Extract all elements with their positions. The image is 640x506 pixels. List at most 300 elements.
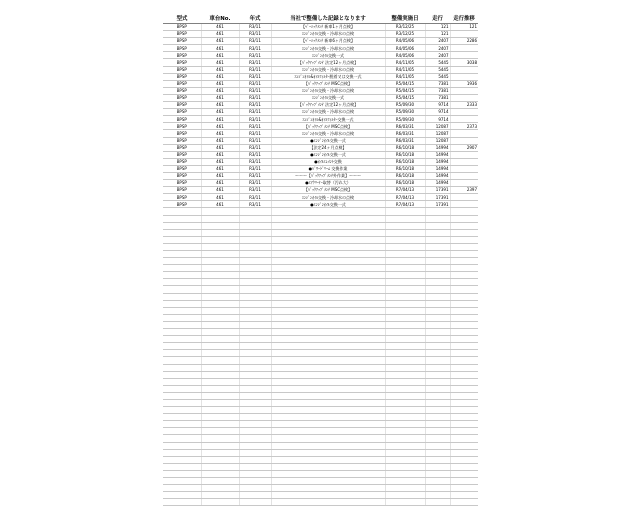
table-row <box>163 31 478 38</box>
empty-cell <box>271 456 385 463</box>
empty-cell <box>425 215 450 222</box>
empty-cell <box>239 329 271 336</box>
cell-model-year: R3/11 <box>239 137 271 144</box>
empty-cell <box>163 371 201 378</box>
empty-cell <box>450 243 478 250</box>
cell-model: BPSP <box>163 158 201 165</box>
cell-model: BPSP <box>163 66 201 73</box>
cell-maintenance-item: ｴﾝｼﾞﾝｵｲﾙ交換一式 <box>271 52 385 59</box>
header-maintenance-item: 当社で整備した記録となります <box>271 12 385 24</box>
empty-cell <box>271 428 385 435</box>
empty-cell <box>163 421 201 428</box>
empty-cell <box>239 463 271 470</box>
empty-cell <box>271 399 385 406</box>
empty-cell <box>271 251 385 258</box>
cell-maintenance-item: ●ｴﾝｼﾞﾝｵｲﾙ交換一式 <box>271 151 385 158</box>
empty-cell <box>271 492 385 499</box>
table-row <box>163 102 478 109</box>
cell-service-date: R6/03/31 <box>385 130 425 137</box>
cell-model-year: R3/11 <box>239 172 271 179</box>
cell-model-year: R3/11 <box>239 59 271 66</box>
cell-model-year: R3/11 <box>239 109 271 116</box>
cell-maintenance-item: ｴﾝｼﾞﾝｵｲﾙ交換一式 <box>271 94 385 101</box>
empty-cell <box>239 364 271 371</box>
empty-cell <box>385 463 425 470</box>
empty-cell <box>425 371 450 378</box>
cell-service-date: R5/09/30 <box>385 116 425 123</box>
cell-model: BPSP <box>163 102 201 109</box>
empty-cell <box>271 364 385 371</box>
cell-model-year: R3/11 <box>239 165 271 172</box>
empty-cell <box>163 293 201 300</box>
empty-cell <box>271 407 385 414</box>
empty-cell <box>239 314 271 321</box>
empty-cell <box>385 243 425 250</box>
empty-cell <box>425 243 450 250</box>
cell-mileage: 17391 <box>425 194 450 201</box>
table-row <box>163 45 478 52</box>
cell-maintenance-item: ｴﾝｼﾞﾝｵｲﾙ&ｵｲﾙﾌｨﾙﾀｰ脱着又は交換一式 <box>271 73 385 80</box>
empty-cell <box>163 321 201 328</box>
cell-chassis-no: 461 <box>201 102 239 109</box>
empty-row <box>163 300 478 307</box>
empty-cell <box>201 499 239 506</box>
cell-model-year: R3/11 <box>239 158 271 165</box>
empty-row <box>163 435 478 442</box>
empty-cell <box>201 456 239 463</box>
empty-cell <box>425 208 450 215</box>
table-row <box>163 158 478 165</box>
empty-row <box>163 293 478 300</box>
cell-model-year: R3/11 <box>239 102 271 109</box>
cell-mileage: 9714 <box>425 102 450 109</box>
empty-cell <box>239 371 271 378</box>
empty-row <box>163 208 478 215</box>
header-mileage: 走行 <box>425 12 450 24</box>
empty-cell <box>201 321 239 328</box>
empty-cell <box>201 286 239 293</box>
cell-model: BPSP <box>163 187 201 194</box>
empty-cell <box>239 378 271 385</box>
empty-row <box>163 251 478 258</box>
empty-cell <box>239 208 271 215</box>
empty-cell <box>201 385 239 392</box>
empty-cell <box>271 378 385 385</box>
cell-model: BPSP <box>163 130 201 137</box>
empty-cell <box>201 399 239 406</box>
empty-cell <box>163 336 201 343</box>
empty-cell <box>163 329 201 336</box>
cell-service-date: R5/04/15 <box>385 94 425 101</box>
cell-maintenance-item: ●ﾊﾟﾜｰﾄﾞﾘｰﾑ 交換作業 <box>271 165 385 172</box>
cell-model-year: R3/11 <box>239 144 271 151</box>
cell-service-date: R5/04/15 <box>385 87 425 94</box>
empty-cell <box>271 478 385 485</box>
cell-maintenance-item: ｴﾝｼﾞﾝｵｲﾙ交換・冷却水の点検 <box>271 109 385 116</box>
empty-cell <box>385 329 425 336</box>
empty-row <box>163 321 478 328</box>
empty-cell <box>450 414 478 421</box>
empty-cell <box>201 243 239 250</box>
empty-cell <box>239 272 271 279</box>
cell-chassis-no: 461 <box>201 130 239 137</box>
cell-mileage: 12087 <box>425 130 450 137</box>
empty-cell <box>425 442 450 449</box>
cell-mileage-delta: 2373 <box>450 123 478 130</box>
table-row <box>163 172 478 179</box>
cell-chassis-no: 461 <box>201 45 239 52</box>
empty-cell <box>450 350 478 357</box>
cell-mileage: 9714 <box>425 116 450 123</box>
empty-cell <box>201 428 239 435</box>
empty-cell <box>425 421 450 428</box>
cell-mileage-delta <box>450 130 478 137</box>
empty-cell <box>271 222 385 229</box>
empty-row <box>163 343 478 350</box>
empty-cell <box>201 364 239 371</box>
empty-cell <box>239 350 271 357</box>
cell-model: BPSP <box>163 144 201 151</box>
cell-maintenance-item: ●ｴﾝｼﾞﾝｵｲﾙ交換一式 <box>271 201 385 208</box>
cell-mileage-delta: 2907 <box>450 144 478 151</box>
empty-cell <box>163 343 201 350</box>
empty-cell <box>201 442 239 449</box>
empty-cell <box>201 449 239 456</box>
empty-cell <box>385 378 425 385</box>
cell-chassis-no: 461 <box>201 172 239 179</box>
empty-cell <box>425 300 450 307</box>
cell-mileage: 14994 <box>425 151 450 158</box>
empty-cell <box>425 279 450 286</box>
empty-cell <box>425 407 450 414</box>
empty-cell <box>385 499 425 506</box>
cell-model-year: R3/11 <box>239 94 271 101</box>
empty-cell <box>425 258 450 265</box>
cell-chassis-no: 461 <box>201 31 239 38</box>
empty-cell <box>201 265 239 272</box>
empty-cell <box>450 485 478 492</box>
cell-maintenance-item: ｴﾝｼﾞﾝｵｲﾙ交換・冷却水の点検 <box>271 130 385 137</box>
cell-mileage-delta <box>450 45 478 52</box>
empty-cell <box>239 343 271 350</box>
empty-cell <box>239 414 271 421</box>
empty-cell <box>201 272 239 279</box>
cell-service-date: R6/03/31 <box>385 123 425 130</box>
cell-mileage: 5445 <box>425 59 450 66</box>
cell-chassis-no: 461 <box>201 80 239 87</box>
empty-cell <box>425 343 450 350</box>
empty-row <box>163 385 478 392</box>
cell-mileage-delta <box>450 194 478 201</box>
empty-row <box>163 265 478 272</box>
empty-cell <box>201 407 239 414</box>
empty-cell <box>201 478 239 485</box>
empty-cell <box>201 485 239 492</box>
empty-cell <box>271 392 385 399</box>
empty-cell <box>271 229 385 236</box>
empty-cell <box>239 300 271 307</box>
empty-cell <box>385 314 425 321</box>
table-row <box>163 144 478 151</box>
empty-cell <box>385 293 425 300</box>
empty-cell <box>385 300 425 307</box>
table-row <box>163 116 478 123</box>
empty-row <box>163 399 478 406</box>
empty-cell <box>425 478 450 485</box>
empty-cell <box>271 385 385 392</box>
cell-mileage: 12087 <box>425 137 450 144</box>
empty-cell <box>425 428 450 435</box>
empty-cell <box>163 236 201 243</box>
empty-cell <box>201 435 239 442</box>
empty-cell <box>450 470 478 477</box>
empty-cell <box>163 435 201 442</box>
empty-cell <box>239 428 271 435</box>
cell-mileage: 14994 <box>425 165 450 172</box>
cell-service-date: R6/10/18 <box>385 180 425 187</box>
empty-cell <box>425 251 450 258</box>
empty-cell <box>271 350 385 357</box>
empty-cell <box>163 364 201 371</box>
empty-cell <box>163 300 201 307</box>
cell-model-year: R3/11 <box>239 38 271 45</box>
cell-model: BPSP <box>163 180 201 187</box>
empty-cell <box>239 478 271 485</box>
empty-row <box>163 307 478 314</box>
cell-model: BPSP <box>163 80 201 87</box>
empty-cell <box>450 286 478 293</box>
empty-cell <box>201 279 239 286</box>
empty-cell <box>385 485 425 492</box>
cell-service-date: R6/10/18 <box>385 151 425 158</box>
cell-mileage-delta: 2286 <box>450 38 478 45</box>
cell-chassis-no: 461 <box>201 66 239 73</box>
cell-chassis-no: 461 <box>201 187 239 194</box>
table-row <box>163 187 478 194</box>
cell-mileage: 17391 <box>425 187 450 194</box>
empty-row <box>163 336 478 343</box>
empty-cell <box>271 470 385 477</box>
empty-cell <box>163 470 201 477</box>
empty-row <box>163 364 478 371</box>
cell-mileage-delta: 1936 <box>450 80 478 87</box>
empty-cell <box>239 499 271 506</box>
cell-model: BPSP <box>163 94 201 101</box>
cell-chassis-no: 461 <box>201 165 239 172</box>
empty-cell <box>450 385 478 392</box>
empty-cell <box>201 222 239 229</box>
cell-mileage-delta: 2397 <box>450 187 478 194</box>
empty-row <box>163 478 478 485</box>
empty-cell <box>425 286 450 293</box>
header-row <box>163 12 478 24</box>
empty-cell <box>201 343 239 350</box>
empty-row <box>163 243 478 250</box>
empty-cell <box>385 442 425 449</box>
empty-cell <box>450 229 478 236</box>
header-model-year: 年式 <box>239 12 271 24</box>
cell-model: BPSP <box>163 52 201 59</box>
empty-cell <box>239 307 271 314</box>
cell-service-date: R4/11/05 <box>385 59 425 66</box>
empty-cell <box>385 215 425 222</box>
cell-mileage: 9714 <box>425 109 450 116</box>
cell-model: BPSP <box>163 45 201 52</box>
empty-cell <box>425 399 450 406</box>
cell-chassis-no: 461 <box>201 73 239 80</box>
cell-service-date: R7/04/13 <box>385 201 425 208</box>
cell-mileage-delta <box>450 180 478 187</box>
empty-cell <box>271 236 385 243</box>
empty-cell <box>271 321 385 328</box>
maintenance-record-sheet <box>163 12 478 506</box>
cell-maintenance-item: 【ﾊﾞｯｸｱｯﾌﾟﾒﾝﾃ MSC点検】 <box>271 187 385 194</box>
empty-cell <box>201 463 239 470</box>
cell-model: BPSP <box>163 201 201 208</box>
empty-cell <box>201 251 239 258</box>
empty-cell <box>385 414 425 421</box>
cell-model: BPSP <box>163 137 201 144</box>
cell-maintenance-item: ｴﾝｼﾞﾝｵｲﾙ交換・冷却水の点検 <box>271 66 385 73</box>
cell-mileage: 7381 <box>425 94 450 101</box>
empty-cell <box>450 258 478 265</box>
empty-cell <box>385 399 425 406</box>
cell-chassis-no: 461 <box>201 24 239 31</box>
empty-row <box>163 357 478 364</box>
empty-row <box>163 456 478 463</box>
empty-cell <box>385 371 425 378</box>
table-row <box>163 137 478 144</box>
empty-cell <box>425 392 450 399</box>
cell-mileage-delta <box>450 52 478 59</box>
cell-model-year: R3/11 <box>239 123 271 130</box>
cell-chassis-no: 461 <box>201 38 239 45</box>
cell-model-year: R3/11 <box>239 80 271 87</box>
empty-cell <box>239 392 271 399</box>
empty-cell <box>385 364 425 371</box>
empty-cell <box>239 456 271 463</box>
empty-row <box>163 414 478 421</box>
cell-mileage: 121 <box>425 24 450 31</box>
empty-row <box>163 258 478 265</box>
cell-model-year: R3/11 <box>239 66 271 73</box>
table-body <box>163 24 478 506</box>
table-row <box>163 52 478 59</box>
empty-cell <box>425 364 450 371</box>
empty-cell <box>163 414 201 421</box>
cell-service-date: R6/10/18 <box>385 144 425 151</box>
empty-cell <box>163 265 201 272</box>
empty-cell <box>385 350 425 357</box>
cell-mileage-delta <box>450 158 478 165</box>
cell-chassis-no: 461 <box>201 137 239 144</box>
empty-cell <box>385 421 425 428</box>
empty-cell <box>450 321 478 328</box>
cell-mileage-delta <box>450 172 478 179</box>
cell-model: BPSP <box>163 151 201 158</box>
cell-mileage: 14994 <box>425 158 450 165</box>
cell-maintenance-item: ｴﾝｼﾞﾝｵｲﾙ交換・冷却水の点検 <box>271 87 385 94</box>
cell-service-date: R7/04/13 <box>385 194 425 201</box>
header-mileage-delta: 走行推移 <box>450 12 478 24</box>
empty-cell <box>239 357 271 364</box>
cell-maintenance-item: ●ｵｲﾙｴﾚﾒﾝﾄ交換 <box>271 158 385 165</box>
table-row <box>163 109 478 116</box>
table-row <box>163 24 478 31</box>
empty-cell <box>201 215 239 222</box>
empty-cell <box>271 463 385 470</box>
empty-cell <box>385 435 425 442</box>
empty-cell <box>239 435 271 442</box>
empty-row <box>163 421 478 428</box>
empty-cell <box>425 350 450 357</box>
empty-cell <box>163 307 201 314</box>
empty-cell <box>201 258 239 265</box>
empty-row <box>163 229 478 236</box>
empty-cell <box>239 258 271 265</box>
empty-cell <box>239 442 271 449</box>
cell-mileage-delta <box>450 73 478 80</box>
cell-model: BPSP <box>163 31 201 38</box>
empty-cell <box>271 300 385 307</box>
cell-mileage-delta <box>450 151 478 158</box>
empty-row <box>163 279 478 286</box>
cell-model: BPSP <box>163 59 201 66</box>
empty-cell <box>450 392 478 399</box>
cell-mileage-delta <box>450 31 478 38</box>
empty-cell <box>385 251 425 258</box>
empty-cell <box>385 272 425 279</box>
cell-mileage-delta <box>450 94 478 101</box>
cell-service-date: R6/10/18 <box>385 158 425 165</box>
empty-cell <box>450 208 478 215</box>
empty-cell <box>271 371 385 378</box>
cell-model: BPSP <box>163 109 201 116</box>
empty-cell <box>163 208 201 215</box>
empty-cell <box>385 407 425 414</box>
empty-cell <box>201 378 239 385</box>
empty-cell <box>450 336 478 343</box>
empty-cell <box>425 307 450 314</box>
empty-cell <box>385 258 425 265</box>
empty-cell <box>425 414 450 421</box>
empty-cell <box>271 421 385 428</box>
cell-service-date: R4/05/06 <box>385 38 425 45</box>
empty-cell <box>163 314 201 321</box>
empty-cell <box>271 449 385 456</box>
empty-cell <box>450 300 478 307</box>
empty-cell <box>450 265 478 272</box>
empty-cell <box>271 336 385 343</box>
empty-cell <box>385 385 425 392</box>
empty-cell <box>163 258 201 265</box>
empty-cell <box>425 222 450 229</box>
cell-maintenance-item: ●ｴｱｸﾘｰﾅｰ取替（汚れ大） <box>271 180 385 187</box>
empty-cell <box>385 470 425 477</box>
empty-cell <box>271 357 385 364</box>
empty-cell <box>450 215 478 222</box>
header-model: 型式 <box>163 12 201 24</box>
empty-cell <box>450 371 478 378</box>
empty-cell <box>271 215 385 222</box>
empty-cell <box>239 222 271 229</box>
empty-row <box>163 314 478 321</box>
empty-cell <box>385 478 425 485</box>
empty-cell <box>450 272 478 279</box>
cell-chassis-no: 461 <box>201 59 239 66</box>
cell-chassis-no: 461 <box>201 201 239 208</box>
cell-service-date: R5/04/15 <box>385 80 425 87</box>
